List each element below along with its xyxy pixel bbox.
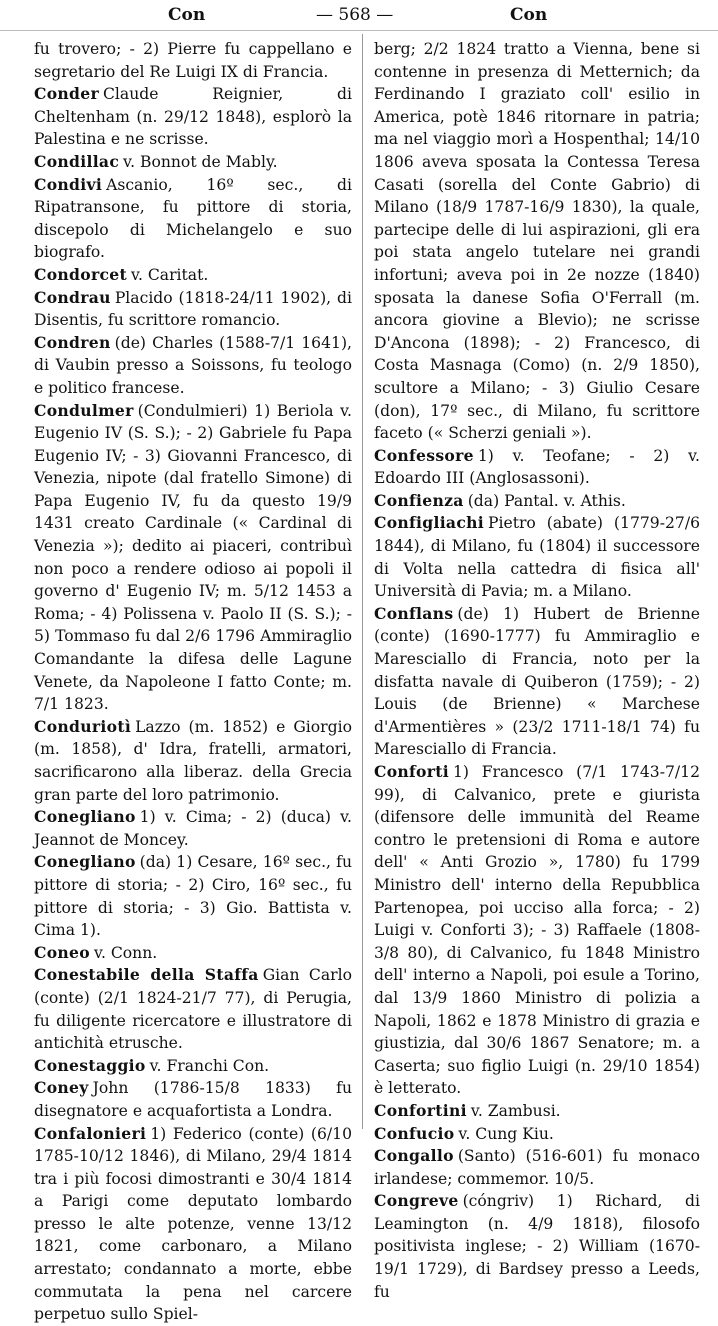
dictionary-entry: [374, 490, 700, 513]
entry-headword: Confucio: [374, 1123, 455, 1143]
right-column: [374, 38, 700, 1303]
dictionary-entry: [34, 1123, 352, 1326]
entry-headword: Conegliano: [34, 852, 136, 872]
dictionary-entry: [374, 512, 700, 602]
dictionary-entry: [374, 1145, 700, 1190]
entry-text: Ascanio, 16º sec., di Ripatransone, fu pittore di storia, discepolo di Michelangelo e suo biografo.: [34, 175, 352, 262]
entry-headword: Condrau: [34, 287, 111, 307]
dictionary-entry: [34, 716, 352, 806]
entry-text: Lazzo (m. 1852) e Giorgio (m. 1858), d' Idra, fratelli, armatori, sacrificarono alla liberaz. della Grecia gran parte del loro patrimonio.: [34, 717, 352, 804]
entry-headword: Coneo: [34, 942, 90, 962]
entry-text: (de) Charles (1588-7/1 1641), di Vaubin presso a Soissons, fu teologo e politico francese.: [34, 333, 352, 397]
entry-text: (Condulmieri) 1) Beriola v. Eugenio IV (S. S.); - 2) Gabriele fu Papa Eugenio IV; - 3) Giovanni Francesco, di Venezia, nipote (dal fratello Simone) di Papa Eugenio IV, fu da questo 19/9 1431 creato Cardinale (« Cardinal di Venezia »); dedito ai piaceri, contribuì non poco a rendere odioso ai popoli il governo d' Eugenio IV; m. 5/12 1453 a Roma; - 4) Polissena v. Paolo II (S. S.); - 5) Tommaso fu dal 2/6 1796 Ammiraglio Comandante la difesa delle Lagune Venete, da Napoleone I fatto Conte; m. 7/1 1823.: [34, 401, 352, 714]
entry-headword: Conduriotì: [34, 716, 132, 736]
entry-headword: Condren: [34, 332, 111, 352]
entry-text: v. Franchi Con.: [149, 1056, 270, 1075]
entry-headword: Condulmer: [34, 400, 134, 420]
dictionary-entry: [374, 1190, 700, 1303]
dictionary-entry: [374, 603, 700, 761]
dictionary-entry: [34, 1055, 352, 1078]
entry-headword: Coney: [34, 1078, 89, 1098]
dictionary-entry: [34, 151, 352, 174]
entry-text: (da) 1) Cesare, 16º sec., fu pittore di storia; - 2) Ciro, 16º sec., fu pittore di storia; - 3) Gio. Battista v. Cima 1).: [34, 853, 352, 940]
dictionary-entry: [34, 400, 352, 716]
entry-text: Claude Reignier, di Cheltenham (n. 29/12 1848), esplorò la Palestina e ne scrisse.: [34, 85, 352, 149]
entry-text: 1) v. Teofane; - 2) v. Edoardo III (Anglosassoni).: [374, 446, 700, 488]
entry-headword: Confienza: [374, 490, 464, 510]
entry-text: Pietro (abate) (1779-27/6 1844), di Milano, fu (1804) il successore di Volta nella cattedra di fisica all' Università di Pavia; m. a Milano.: [374, 514, 700, 601]
dictionary-entry: [34, 264, 352, 287]
entry-headword: Congallo: [374, 1146, 454, 1166]
dictionary-entry: [34, 942, 352, 965]
page-header: [0, 0, 718, 31]
dictionary-entry: [34, 332, 352, 400]
page-number: — 568 —: [316, 5, 394, 25]
dictionary-entry: [34, 806, 352, 851]
entry-text: berg; 2/2 1824 tratto a Vienna, bene si contenne in presenza di Metternich; da Ferdinando I graziato coll' esilio in America, potè 1846 ritornare in patria; ma nel viaggio morì a Hospenthal; 14/10 1806 aveva sposata la Contessa Teresa Casati (sorella del Conte Gabrio) di Milano (18/9 1787-16/9 1830), la quale, partecipe delle di lui aspirazioni, gli era poi stata angelo tutelare nei grandi infortuni; aveva poi in 2e nozze (1840) sposata la danese Sofia O'Ferrall (m. ancora giovine a Blevio); ne scrisse D'Ancona (1898); - 2) Francesco, di Costa Masnaga (Como) (n. 2/9 1850), scultore a Milano; - 3) Giulio Cesare (don), 17º sec., di Milano, fu scrittore faceto (« Scherzi geniali »).: [374, 40, 700, 443]
entry-text: v. Bonnot de Mably.: [123, 152, 278, 171]
dictionary-entry: [34, 38, 352, 83]
entry-text: Placido (1818-24/11 1902), di Disentis, fu scrittore romancio.: [34, 288, 352, 330]
dictionary-entry: [374, 38, 700, 445]
entry-headword: Conflans: [374, 603, 454, 623]
dictionary-entry: [374, 445, 700, 490]
dictionary-entry: [34, 83, 352, 151]
entry-headword: Condorcet: [34, 264, 127, 284]
entry-text: fu trovero; - 2) Pierre fu cappellano e segretario del Re Luigi IX di Francia.: [34, 40, 352, 81]
dictionary-entry: [34, 287, 352, 332]
dictionary-entry: [374, 1100, 700, 1123]
entry-text: v. Caritat.: [131, 265, 209, 284]
column-divider: [362, 34, 363, 1129]
entry-text: (cóngriv) 1) Richard, di Leamington (n. 4/9 1818), filosofo positivista inglese; - 2) William (1670-19/1 1729), di Bardsey presso a Leeds, fu: [374, 1192, 700, 1301]
entry-headword: Conforti: [374, 762, 450, 781]
entry-text: John (1786-15/8 1833) fu disegnatore e acquafortista a Londra.: [34, 1079, 352, 1120]
entry-text: (da) Pantal. v. Athis.: [467, 491, 626, 510]
entry-text: Gian Carlo (conte) (2/1 1824-21/7 77), di Perugia, fu diligente ricercatore e illustratore di antichità etrusche.: [34, 966, 352, 1053]
entry-text: 1) Francesco (7/1 1743-7/12 99), di Calvanico, prete e giurista (difensore delle immunità del Reame contro le pretensioni di Roma e autore dell' « Anti Grozio », 1780) fu 1799 Ministro dell' interno della Repubblica Partenopea, poi ucciso alla forca; - 2) Luigi v. Conforti 3); - 3) Raffaele (1808-3/8 80), di Calvanico, fu 1848 Ministro dell' interno a Napoli, poi esule a Torino, dal 13/9 1860 Ministro di polizia a Napoli, 1862 e 1878 Ministro di grazia e giustizia, dal 30/6 1867 Senatore; m. a Caserta; suo figlio Luigi (n. 29/10 1854) è letterato.: [374, 763, 700, 1098]
entry-headword: Condivi: [34, 174, 103, 194]
entry-text: (Santo) (516-601) fu monaco irlandese; commemor. 10/5.: [374, 1147, 700, 1188]
entry-text: 1) Federico (conte) (6/10 1785-10/12 1846), di Milano, 29/4 1814 tra i più focosi dimostranti e 30/4 1814 a Parigi come deputato lombardo presso le alte potenze, venne 13/12 1821, come carbonaro, a Milano arrestato; condannato a morte, ebbe commutata la pena nel carcere perpetuo sullo Spiel-: [34, 1124, 352, 1324]
entry-text: 1) v. Cima; - 2) (duca) v. Jeannot de Moncey.: [34, 808, 352, 849]
dictionary-entry: [34, 851, 352, 941]
header-right-word: Con: [510, 5, 548, 25]
entry-headword: Conegliano: [34, 807, 136, 827]
dictionary-entry: [34, 1077, 352, 1122]
dictionary-entry: [374, 761, 700, 1100]
entry-text: v. Conn.: [93, 943, 158, 962]
entry-headword: Congreve: [374, 1191, 459, 1211]
entry-headword: Conestaggio: [34, 1055, 146, 1075]
entry-headword: Confessore: [374, 445, 474, 465]
header-left-word: Con: [168, 5, 206, 25]
entry-text: v. Cung Kiu.: [458, 1124, 554, 1143]
entry-headword: Conestabile della Staffa: [34, 965, 259, 985]
entry-headword: Configliachi: [374, 513, 484, 533]
entry-headword: Condillac: [34, 151, 120, 171]
entry-headword: Confortini: [374, 1100, 467, 1120]
entry-headword: Confalonieri: [34, 1123, 147, 1143]
dictionary-entry: [34, 174, 352, 264]
dictionary-entry: [374, 1123, 700, 1146]
dictionary-entry: [34, 964, 352, 1054]
entry-text: v. Zambusi.: [470, 1101, 561, 1120]
entry-headword: Conder: [34, 84, 99, 104]
entry-text: (de) 1) Hubert de Brienne (conte) (1690-1777) fu Ammiraglio e Maresciallo di Francia, noto per la disfatta navale di Quiberon (1759); - 2) Louis (de Brienne) « Marchese d'Armentières » (23/2 1711-18/1 74) fu Maresciallo di Francia.: [374, 604, 700, 759]
